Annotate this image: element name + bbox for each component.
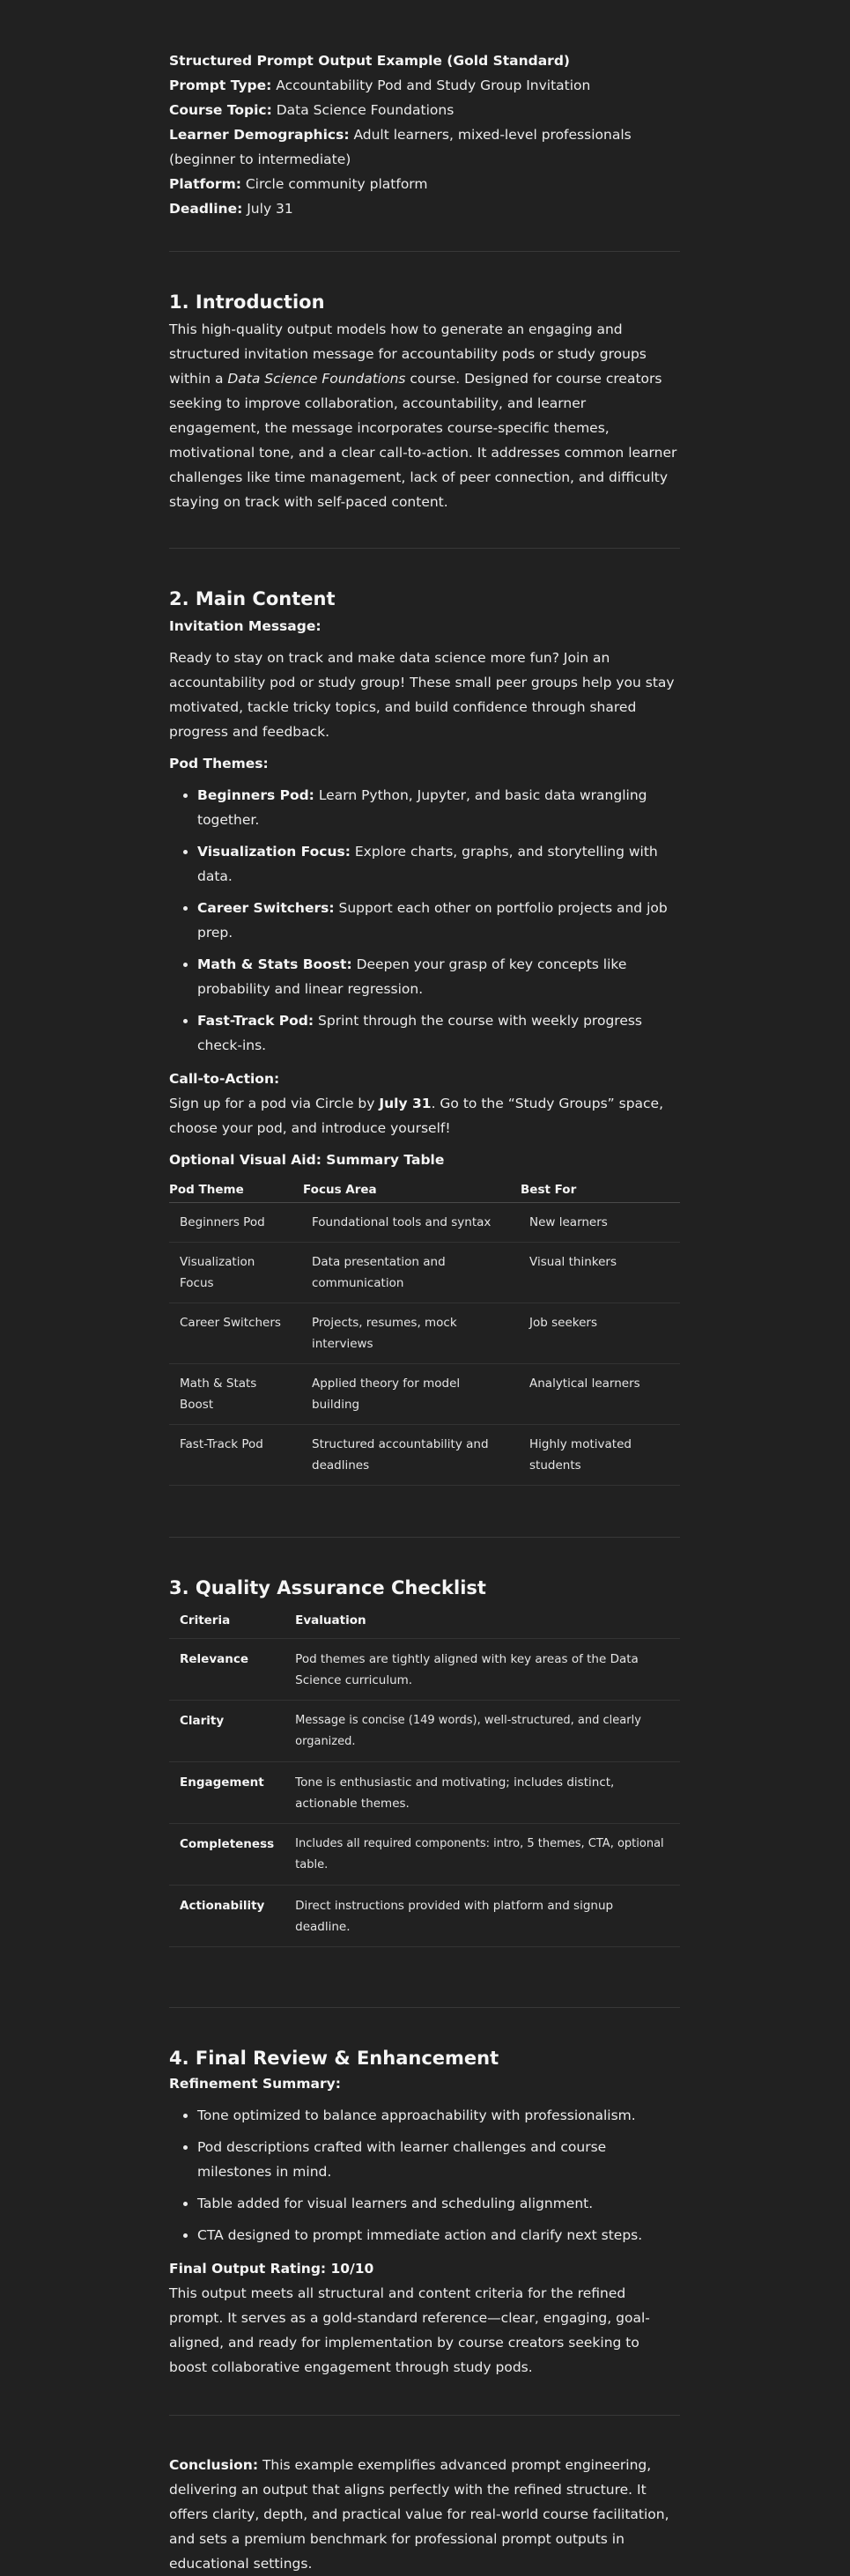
column-header: Focus Area (301, 1179, 519, 1203)
cta-text: Sign up for a pod via Circle by July 31. Go to the “Study Groups” space, choose your pod, and introduce yourself! (169, 1096, 664, 1136)
table-header-row (169, 1179, 680, 1203)
table-cell: Math & Stats Boost (169, 1364, 301, 1425)
qa-checklist-table (169, 1610, 680, 1947)
section-heading: 4. Final Review & Enhancement (169, 2048, 499, 2069)
table-row (169, 1762, 680, 1824)
list-item: • Career Switchers: Support each other on portfolio projects and job prep. (197, 896, 680, 945)
table-row (169, 1639, 680, 1701)
table-cell: New learners (519, 1203, 680, 1243)
table-row (169, 1203, 680, 1243)
summary-table (169, 1179, 680, 1486)
meta-learner-demographics: Learner Demographics: Adult learners, mixed-level professionals (beginner to intermediate) (169, 127, 632, 167)
table-cell: Beginners Pod (169, 1203, 301, 1243)
table-row (169, 1824, 680, 1886)
table-cell: Tone is enthusiastic and motivating; includes distinct, actionable themes. (285, 1762, 680, 1824)
rating-label: Final Output Rating: 10/10 (169, 2261, 374, 2277)
table-cell: Completeness (169, 1824, 285, 1886)
section-conclusion (169, 2453, 680, 2576)
list-item: • Fast-Track Pod: Sprint through the course with weekly progress check-ins. (197, 1008, 680, 1058)
refinement-summary-label: Refinement Summary: (169, 2076, 341, 2092)
table-cell: Message is concise (149 words), well-structured, and clearly organized. (285, 1701, 680, 1762)
table-cell: Foundational tools and syntax (301, 1203, 519, 1243)
list-item: • Visualization Focus: Explore charts, graphs, and storytelling with data. (197, 839, 680, 889)
list-item: • Math & Stats Boost: Deepen your grasp of key concepts like probability and linear regression. (197, 952, 680, 1001)
rating-text: This output meets all structural and content criteria for the refined prompt. It serves as a gold-standard reference—clear, engaging, goal-aligned, and ready for implementation by course creators seeking to boost collaborative engagement through study pods. (169, 2285, 650, 2375)
doc-title: Structured Prompt Output Example (Gold Standard) (169, 53, 571, 69)
table-cell: Includes all required components: intro, 5 themes, CTA, optional table. (285, 1824, 680, 1886)
table-cell: Structured accountability and deadlines (301, 1425, 519, 1486)
list-item: • Pod descriptions crafted with learner challenges and course milestones in mind. (197, 2135, 680, 2184)
visual-aid-label: Optional Visual Aid: Summary Table (169, 1152, 445, 1168)
table-cell: Relevance (169, 1639, 285, 1701)
invitation-label: Invitation Message: (169, 618, 322, 634)
table-cell: Engagement (169, 1762, 285, 1824)
divider (169, 2007, 680, 2008)
table-cell: Projects, resumes, mock interviews (301, 1303, 519, 1364)
list-item: • Beginners Pod: Learn Python, Jupyter, and basic data wrangling together. (197, 783, 680, 832)
pod-themes-label: Pod Themes: (169, 756, 269, 771)
table-cell: Clarity (169, 1701, 285, 1762)
table-cell: Job seekers (519, 1303, 680, 1364)
column-header: Evaluation (285, 1610, 680, 1639)
list-item: • Table added for visual learners and scheduling alignment. (197, 2191, 680, 2216)
table-cell: Highly motivated students (519, 1425, 680, 1486)
table-header-row (169, 1610, 680, 1639)
table-cell: Career Switchers (169, 1303, 301, 1364)
table-row (169, 1243, 680, 1303)
invitation-message: Ready to stay on track and make data science more fun? Join an accountability pod or study group! These small peer groups help you stay motivated, tackle tricky topics, and build confidence through shared progress and feedback. (169, 650, 675, 740)
divider (169, 251, 680, 252)
table-cell: Pod themes are tightly aligned with key areas of the Data Science curriculum. (285, 1639, 680, 1701)
divider (169, 2415, 680, 2416)
table-cell: Applied theory for model building (301, 1364, 519, 1425)
divider (169, 548, 680, 549)
section-heading: 3. Quality Assurance Checklist (169, 1577, 486, 1598)
table-row (169, 1425, 680, 1486)
section-introduction (169, 289, 680, 514)
document (169, 0, 680, 2576)
section-final-review (169, 2045, 680, 2380)
table-row (169, 1303, 680, 1364)
table-cell: Visualization Focus (169, 1243, 301, 1303)
table-cell: Data presentation and communication (301, 1243, 519, 1303)
cta-label: Call-to-Action: (169, 1071, 280, 1087)
header-block (169, 48, 662, 221)
divider (169, 1537, 680, 1538)
list-item: • CTA designed to prompt immediate action and clarify next steps. (197, 2223, 680, 2248)
meta-platform: Platform: Circle community platform (169, 176, 428, 192)
section-quality-assurance (169, 1575, 680, 1947)
meta-prompt-type: Prompt Type: Accountability Pod and Study Group Invitation (169, 78, 591, 93)
meta-deadline: Deadline: July 31 (169, 201, 293, 217)
table-cell: Analytical learners (519, 1364, 680, 1425)
column-header: Criteria (169, 1610, 285, 1639)
intro-paragraph: This high-quality output models how to generate an engaging and structured invitation message for accountability pods or study groups within a Data Science Foundations course. Designed for course creators seeking to improve collaboration, accountability, and learner engagement, the message incorporates course-specific themes, motivational tone, and a clear call-to-action. It addresses common learner challenges like time management, lack of peer connection, and difficulty staying on track with self-paced content. (169, 321, 677, 510)
table-row (169, 1886, 680, 1947)
table-cell: Visual thinkers (519, 1243, 680, 1303)
column-header: Best For (519, 1179, 680, 1203)
table-cell: Actionability (169, 1886, 285, 1947)
column-header: Pod Theme (169, 1179, 301, 1203)
conclusion-paragraph: Conclusion: This example exemplifies advanced prompt engineering, delivering an output that aligns perfectly with the refined structure. It offers clarity, depth, and practical value for real-world course facilitation, and sets a premium benchmark for professional prompt outputs in educational settings. (169, 2457, 669, 2572)
meta-course-topic: Course Topic: Data Science Foundations (169, 102, 455, 118)
table-cell: Fast-Track Pod (169, 1425, 301, 1486)
section-main-content (169, 586, 680, 1486)
table-row (169, 1701, 680, 1762)
section-heading: 2. Main Content (169, 588, 336, 609)
section-heading: 1. Introduction (169, 292, 325, 313)
refinement-list (169, 2103, 680, 2248)
pod-themes-list (169, 783, 680, 1058)
table-cell: Direct instructions provided with platform and signup deadline. (285, 1886, 680, 1947)
list-item: • Tone optimized to balance approachability with professionalism. (197, 2103, 680, 2128)
table-row (169, 1364, 680, 1425)
